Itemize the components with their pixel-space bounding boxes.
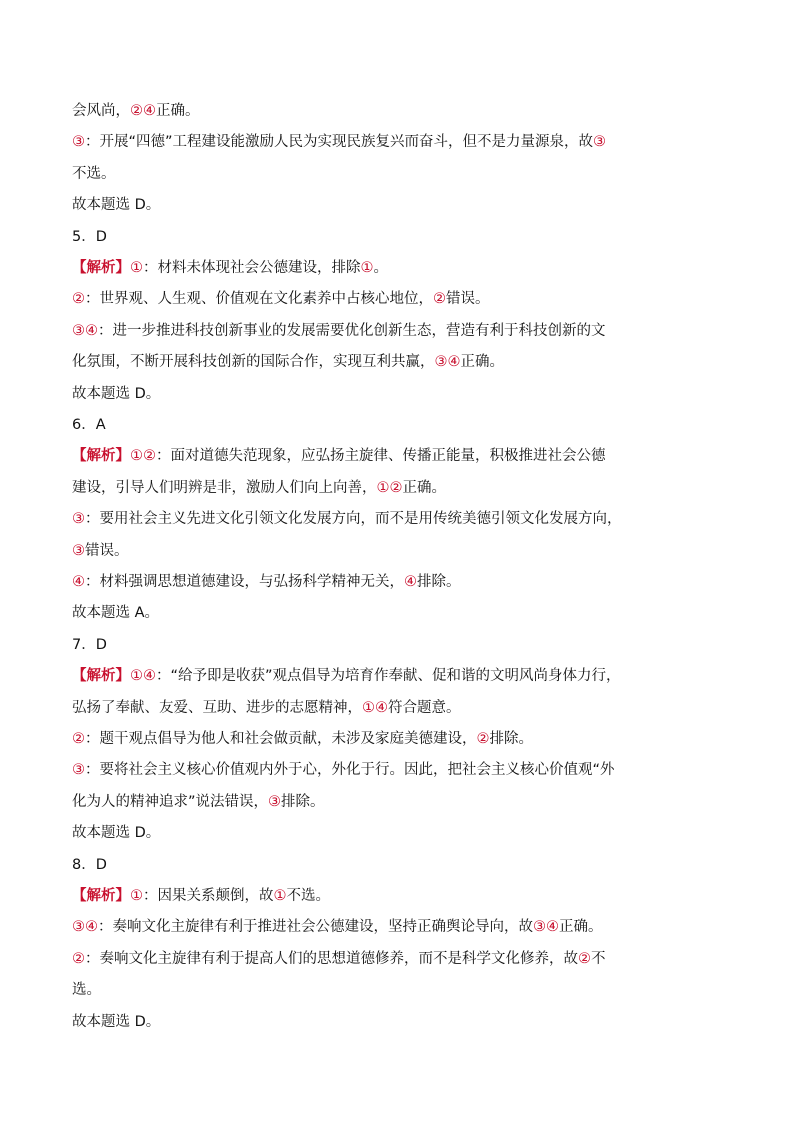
text-run: 弘扬了奉献、友爱、互助、进步的志愿精神，: [72, 699, 362, 716]
option-marker: ③: [72, 134, 85, 151]
text-run: ：奏响文化主旋律有利于推进社会公德建设，坚持正确舆论导向，故: [98, 919, 533, 936]
text-line: [72, 729, 732, 749]
text-run: ：奏响文化主旋律有利于提高人们的思想道德修养，而不是科学文化修养，故: [85, 950, 578, 967]
text-line: [72, 917, 732, 937]
option-marker: ②: [433, 291, 446, 308]
text-run: ：开展“四德”工程建设能激励人民为实现民族复兴而奋斗，但不是力量源泉，故: [85, 134, 594, 151]
option-marker: ②: [72, 950, 85, 967]
answer-line: [72, 415, 732, 435]
option-marker: ①②: [130, 448, 156, 465]
answer-line: [72, 635, 732, 655]
option-marker: ③④: [72, 919, 98, 936]
option-marker: ④: [404, 574, 417, 590]
option-marker: ①: [360, 260, 374, 276]
text-line: [72, 792, 732, 812]
text-line: [72, 760, 732, 780]
analysis-label: 【解析】: [72, 888, 130, 904]
analysis-label: 【解析】: [72, 448, 130, 465]
text-run: 不: [591, 950, 606, 967]
option-marker: ③: [593, 134, 607, 151]
text-run: 故本题选 D。: [72, 825, 161, 842]
text-line: [72, 478, 732, 498]
text-line: [72, 1012, 732, 1032]
text-run: 符合题意。: [388, 699, 461, 716]
option-marker: ③④: [533, 919, 559, 936]
text-run: ：“给予即是收获”观点倡导为培育作奉献、促和谐的文明风尚身体力行，: [156, 668, 621, 685]
option-marker: ③: [72, 762, 85, 779]
text-run: 正确。: [559, 919, 603, 936]
text-line: [72, 698, 732, 718]
text-run: ：材料未体现社会公德建设，排除: [143, 260, 361, 276]
option-marker: ③: [72, 511, 85, 528]
option-marker: ①: [130, 888, 143, 904]
option-marker: ①④: [130, 668, 156, 685]
text-run: 故本题选 A。: [72, 605, 160, 622]
text-run: 故本题选 D。: [72, 197, 161, 214]
text-run: 化氛围，不断开展科技创新的国际合作，实现互利共赢，: [72, 354, 435, 371]
option-marker: ③: [72, 542, 85, 559]
option-marker: ③: [268, 793, 282, 810]
text-run: 会风尚，: [72, 103, 130, 119]
text-run: 正确。: [402, 479, 446, 496]
text-line: [72, 321, 732, 341]
analysis-label: 【解析】: [72, 260, 130, 276]
text-run: 正确。: [460, 354, 504, 371]
text-run: 7．D: [72, 636, 107, 653]
option-marker: ①②: [376, 479, 403, 496]
text-run: ：材料强调思想道德建设，与弘扬科学精神无关，: [85, 574, 404, 590]
text-run: 5．D: [72, 228, 107, 245]
answer-line: [72, 855, 732, 875]
text-line: [72, 509, 732, 529]
text-line: [72, 886, 732, 906]
text-run: 排除。: [281, 793, 325, 810]
text-line: [72, 258, 732, 278]
text-run: 错误。: [85, 542, 129, 559]
option-marker: ②: [72, 731, 85, 747]
text-run: ：题干观点倡导为他人和社会做贡献，未涉及家庭美德建设，: [85, 731, 477, 747]
text-run: 故本题选 D。: [72, 385, 161, 402]
text-line: [72, 980, 732, 1000]
text-line: [72, 541, 732, 561]
text-line: [72, 101, 732, 121]
option-marker: ②④: [130, 103, 156, 119]
text-run: 6．A: [72, 417, 106, 433]
text-run: 不选。: [286, 888, 330, 904]
text-run: 不选。: [72, 165, 116, 182]
analysis-label: 【解析】: [72, 668, 130, 685]
text-run: 错误。: [446, 291, 490, 308]
text-run: 。: [373, 260, 388, 276]
text-run: 选。: [72, 982, 101, 999]
text-run: 建设，引导人们明辨是非，激励人们向上向善，: [72, 479, 377, 496]
text-run: 正确。: [156, 103, 200, 119]
text-line: [72, 195, 732, 215]
text-line: [72, 666, 732, 686]
text-run: 8．D: [72, 856, 107, 873]
text-run: ：要用社会主义先进文化引领文化发展方向，而不是用传统美德引领文化发展方向，: [85, 511, 622, 528]
text-line: [72, 572, 732, 592]
option-marker: ①: [130, 260, 143, 276]
text-run: ：要将社会主义核心价值观内外于心，外化于行。因此，把社会主义核心价值观“外: [85, 762, 615, 779]
text-run: ：因果关系颠倒，故: [143, 888, 274, 904]
text-line: [72, 384, 732, 404]
text-line: [72, 352, 732, 372]
text-run: ：进一步推进科技创新事业的发展需要优化创新生态，营造有利于科技创新的文: [98, 322, 606, 339]
option-marker: ①④: [362, 699, 388, 716]
text-run: ：世界观、人生观、价值观在文化素养中占核心地位，: [85, 291, 433, 308]
text-line: [72, 132, 732, 152]
option-marker: ④: [72, 574, 85, 590]
text-run: 故本题选 D。: [72, 1013, 161, 1030]
option-marker: ③④: [72, 322, 98, 339]
text-line: [72, 603, 732, 623]
text-run: ：面对道德失范现象，应弘扬主旋律、传播正能量，积极推进社会公德: [156, 448, 606, 465]
text-line: [72, 289, 732, 309]
option-marker: ②: [578, 950, 591, 967]
text-run: 排除。: [489, 731, 533, 747]
option-marker: ③④: [434, 354, 461, 371]
text-line: [72, 823, 732, 843]
text-run: 化为人的精神追求”说法错误，: [72, 793, 269, 810]
text-line: [72, 164, 732, 184]
option-marker: ②: [72, 291, 85, 308]
text-run: 排除。: [417, 574, 461, 590]
option-marker: ②: [476, 731, 490, 747]
answer-line: [72, 227, 732, 247]
option-marker: ①: [273, 888, 287, 904]
text-line: [72, 949, 732, 969]
text-line: [72, 446, 732, 466]
